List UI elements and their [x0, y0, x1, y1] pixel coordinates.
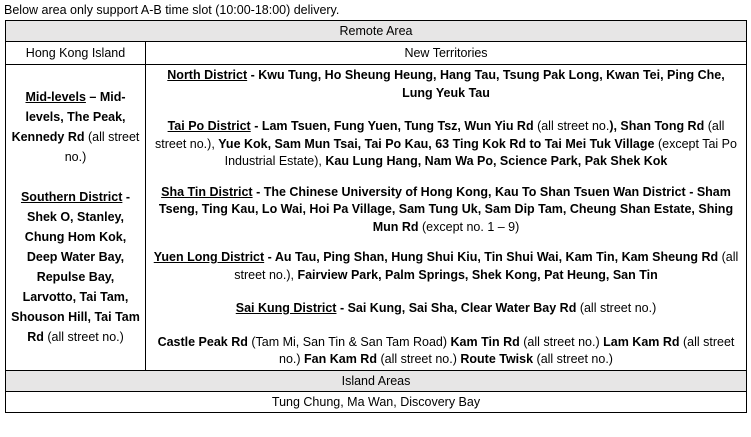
sai-kung-district-title: Sai Kung District	[235, 301, 337, 315]
north-district-text: - Kwu Tung, Ho Sheung Heung, Hang Tau, Tsung Pak Long, Kwan Tei, Ping Che, Lung Yeuk Tau	[247, 68, 725, 100]
castle-peak-text-d: (all street no.)	[519, 334, 604, 349]
tai-po-text-d: (all street no.),	[155, 119, 725, 151]
castle-peak-text-i: Route Twisk	[460, 352, 534, 366]
castle-peak-text-h: (all street no.)	[376, 352, 461, 366]
sai-kung-text-b: (all street no.)	[576, 301, 657, 315]
tai-po-text-a: - Lam Tsuen, Fung Yuen, Tung Tsz, Wun Yiu Rd	[250, 119, 534, 133]
castle-peak-text-g: Fan Kam Rd	[304, 352, 377, 366]
tai-po-text-b: (all street no.	[533, 119, 610, 133]
sha-tin-text-b: (except no. 1 – 9)	[418, 219, 520, 234]
sha-tin-district-block	[146, 184, 746, 237]
new-territories-cell	[146, 65, 747, 371]
island-areas-list: Tung Chung, Ma Wan, Discovery Bay	[6, 391, 747, 412]
remote-area-header: Remote Area	[6, 21, 747, 42]
sai-kung-text-a: - Sai Kung, Sai Sha, Clear Water Bay Rd	[336, 301, 577, 315]
southern-block	[6, 187, 145, 347]
midlevels-note: (all street no.)	[64, 130, 140, 165]
tai-po-text-e: Yue Kok, Sam Mun Tsai, Tai Po Kau, 63 Ting Kok Rd to Tai Mei Tuk Village	[218, 136, 655, 151]
castle-peak-block	[146, 334, 746, 369]
yuen-long-district-title: Yuen Long District	[153, 250, 265, 264]
remote-area-table	[5, 20, 747, 413]
midlevels-text: – Mid-levels, The Peak, Kennedy Rd	[11, 90, 126, 145]
southern-note: (all street no.)	[43, 330, 124, 345]
sha-tin-district-title: Sha Tin District	[161, 184, 253, 199]
yuen-long-text-c: Fairview Park, Palm Springs, Shek Kong, Pat Heung, San Tin	[297, 267, 658, 282]
midlevels-block	[6, 87, 145, 167]
sai-kung-district-block	[146, 300, 746, 318]
castle-peak-text-e: Lam Kam Rd	[603, 334, 680, 349]
tai-po-district-block	[146, 118, 746, 171]
hong-kong-island-cell	[6, 65, 146, 371]
north-district-block	[146, 67, 746, 102]
castle-peak-text-a: Castle Peak Rd	[157, 334, 248, 349]
midlevels-title: Mid-levels	[25, 90, 86, 105]
southern-text: - Shek O, Stanley, Chung Hom Kok, Deep Water Bay, Repulse Bay, Larvotto, Tai Tam, Shouson Hill, Tai Tam Rd	[11, 190, 140, 345]
castle-peak-text-b: (Tam Mi, San Tin & San Tam Road)	[247, 334, 451, 349]
new-territories-header: New Territories	[146, 42, 747, 65]
tai-po-text-f: (except Tai Po Industrial Estate),	[224, 136, 737, 168]
yuen-long-district-block	[146, 249, 746, 284]
tai-po-district-title: Tai Po District	[167, 119, 251, 133]
castle-peak-text-c: Kam Tin Rd	[450, 334, 520, 349]
tai-po-text-g: Kau Lung Hang, Nam Wa Po, Science Park, Pak Shek Kok	[325, 154, 668, 168]
southern-title: Southern District	[20, 190, 123, 205]
delivery-note: Below area only support A-B time slot (10:00-18:00) delivery.	[4, 3, 340, 17]
north-district-title: North District	[167, 68, 248, 82]
island-areas-header: Island Areas	[6, 370, 747, 391]
hong-kong-island-header: Hong Kong Island	[6, 42, 146, 65]
castle-peak-text-j: (all street no.)	[533, 352, 613, 366]
castle-peak-text-f: (all street no.)	[279, 334, 735, 366]
yuen-long-text-b: (all street no.),	[234, 250, 739, 282]
tai-po-text-c: ), Shan Tong Rd	[609, 119, 705, 133]
yuen-long-text-a: - Au Tau, Ping Shan, Hung Shui Kiu, Tin Shui Wai, Kam Tin, Kam Sheung Rd	[264, 250, 719, 264]
sha-tin-text-a: - The Chinese University of Hong Kong, Kau To Shan Tsuen Wan District - Sham Tseng, Ting Kau, Lo Wai, Hoi Pa Village, Sam Tung Uk, Sam Dip Tam, Cheung Shan Estate, Shing Mun Rd	[158, 184, 734, 234]
